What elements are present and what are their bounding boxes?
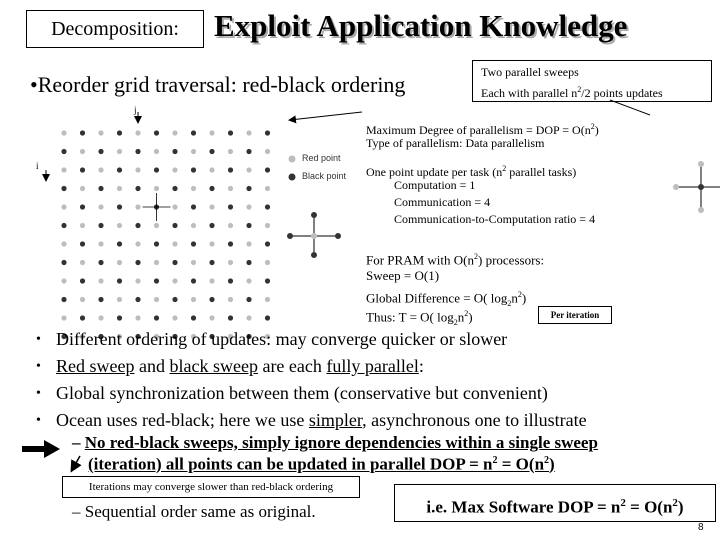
grid-red-point (209, 204, 214, 209)
grid-black-point (191, 315, 196, 320)
grid-black-point (265, 315, 270, 320)
sweep-complexity-line: Sweep = O(1) (366, 268, 440, 283)
grid-red-point (228, 260, 233, 265)
grid-black-point (228, 130, 233, 135)
grid-black-point (135, 186, 140, 191)
grid-black-point (117, 315, 122, 320)
grid-black-point (154, 278, 159, 283)
grid-red-point (80, 260, 85, 265)
stencil-left (287, 212, 341, 258)
grid-black-point (265, 204, 270, 209)
grid-black-point (98, 297, 103, 302)
ratio-line: Communication-to-Computation ratio = 4 (394, 212, 596, 226)
legend-red-label: Red point (302, 153, 341, 163)
grid-black-point (209, 186, 214, 191)
grid-red-point (228, 186, 233, 191)
grid-red-point (117, 260, 122, 265)
grid-red-point (265, 186, 270, 191)
grid-black-point (117, 204, 122, 209)
grid-black-point (209, 149, 214, 154)
parallelism-type-line: Type of parallelism: Data parallelism (366, 136, 545, 150)
grid-black-point (246, 186, 251, 191)
grid-black-point (61, 297, 66, 302)
grid-black-point (191, 278, 196, 283)
grid-black-point (191, 130, 196, 135)
grid-black-point (117, 167, 122, 172)
grid-red-point (117, 297, 122, 302)
grid-red-point (80, 149, 85, 154)
grid-red-point (209, 315, 214, 320)
grid-black-point (80, 241, 85, 246)
grid-red-point (172, 167, 177, 172)
grid-red-point (80, 297, 85, 302)
grid-red-point (61, 167, 66, 172)
grid-black-point (209, 260, 214, 265)
grid-red-point (61, 130, 66, 135)
grid-red-point (172, 278, 177, 283)
grid-red-point (246, 278, 251, 283)
grid-red-point (265, 223, 270, 228)
grid-red-point (117, 149, 122, 154)
grid-red-point (135, 241, 140, 246)
grid-black-point (98, 223, 103, 228)
grid-red-point (246, 130, 251, 135)
sequential-order-line: – Sequential order same as original. (72, 502, 316, 521)
grid-red-point (246, 241, 251, 246)
reorder-bullet: •Reorder grid traversal: red-black ordering (30, 72, 406, 97)
grid-black-point (228, 204, 233, 209)
grid-black-point (191, 241, 196, 246)
grid-red-point (98, 204, 103, 209)
grid-red-point (228, 223, 233, 228)
grid-black-point (228, 241, 233, 246)
grid-black-point (172, 223, 177, 228)
grid-black-point (172, 186, 177, 191)
grid-red-point (98, 167, 103, 172)
grid-black-point (265, 241, 270, 246)
dop-pointer-arrow (290, 112, 362, 120)
grid-black-point (117, 241, 122, 246)
grid-black-point (172, 260, 177, 265)
grid-red-point (265, 149, 270, 154)
grid-black-point (265, 130, 270, 135)
grid-red-point (209, 278, 214, 283)
i-axis-label: i (36, 161, 39, 171)
grid-red-point (209, 130, 214, 135)
grid-black-point (209, 223, 214, 228)
grid-red-point (154, 297, 159, 302)
grid-black-point (135, 149, 140, 154)
grid-red-point (135, 130, 140, 135)
arrow-right-marker (22, 440, 60, 458)
grid-red-point (98, 315, 103, 320)
bullet-list (56, 326, 587, 434)
grid-red-point (209, 241, 214, 246)
grid-black-point (246, 297, 251, 302)
bullet-3: • Global synchronization between them (conservative but convenient) (56, 380, 587, 407)
grid-red-point (154, 223, 159, 228)
grid-black-point (246, 260, 251, 265)
grid-black-point (80, 278, 85, 283)
grid-black-point (246, 149, 251, 154)
grid-red-point (191, 186, 196, 191)
grid-black-point (98, 186, 103, 191)
grid-red-point (80, 223, 85, 228)
grid-black-point (80, 130, 85, 135)
stencil-right (673, 161, 720, 213)
grid-black-point (154, 241, 159, 246)
grid-black-point (172, 297, 177, 302)
grid-red-point (172, 315, 177, 320)
grid-red-point (98, 241, 103, 246)
sweeps-line2: Each with parallel $n^2/2$ points updates (481, 85, 663, 100)
legend-black-label: Black point (302, 171, 347, 181)
grid-red-point (172, 204, 177, 209)
grid-red-point (135, 315, 140, 320)
grid-black-point (154, 315, 159, 320)
sub-bullet-no-redblack: – No red-black sweeps, simply ignore dependencies within a single sweep (iteration) all points can be updated in parallel DOP = $n^2 = O(n^2)$ (72, 433, 598, 474)
computation-line: Computation = 1 (394, 178, 476, 192)
legend-red-dot (289, 156, 296, 163)
grid-red-point (228, 149, 233, 154)
grid-red-point (61, 204, 66, 209)
grid-black-point (246, 223, 251, 228)
grid-red-point (135, 167, 140, 172)
slide-title: Exploit Application Knowledge (214, 8, 628, 43)
total-time-line: Thus: T = O( $\log_2n^2$) (366, 309, 473, 327)
grid-black-point (80, 204, 85, 209)
grid-red-point (191, 297, 196, 302)
legend-black-dot (289, 174, 296, 181)
grid-black-point (135, 297, 140, 302)
grid-black-point (172, 149, 177, 154)
grid-black-point (117, 130, 122, 135)
grid-black-point (135, 260, 140, 265)
grid-red-point (154, 260, 159, 265)
grid-red-point (135, 204, 140, 209)
task-line: One point update per task ($n^2$ parallel tasks) (366, 164, 577, 179)
grid-red-point (154, 149, 159, 154)
grid-black-point (61, 260, 66, 265)
bullet-2: • Red sweep and black sweep are each fully parallel: (56, 353, 587, 380)
grid-red-point (98, 130, 103, 135)
red-black-grid (61, 130, 270, 339)
grid-red-point (246, 204, 251, 209)
grid-black-point (154, 130, 159, 135)
grid-red-point (135, 278, 140, 283)
grid-red-point (191, 149, 196, 154)
grid-red-point (228, 297, 233, 302)
grid-black-point (154, 167, 159, 172)
grid-black-point (265, 278, 270, 283)
grid-red-point (80, 186, 85, 191)
grid-black-point (61, 186, 66, 191)
max-software-dop-box: i.e. Max Software DOP = $n^2 = O(n^2)$ (394, 484, 716, 522)
pram-line: For PRAM with $O(n^2)$ processors: (366, 252, 545, 268)
grid-red-point (117, 186, 122, 191)
grid-black-point (98, 149, 103, 154)
grid-black-point (117, 278, 122, 283)
grid-black-point (228, 278, 233, 283)
grid-red-point (191, 260, 196, 265)
grid-black-point (228, 167, 233, 172)
grid-black-point (135, 223, 140, 228)
grid-red-point (265, 260, 270, 265)
bullet-1: • Different ordering of updates: may converge quicker or slower (56, 326, 587, 353)
grid-red-point (265, 297, 270, 302)
grid-black-point (191, 167, 196, 172)
j-axis-label: j (134, 105, 137, 115)
grid-black-point (61, 223, 66, 228)
grid-black-point (80, 315, 85, 320)
grid-red-point (246, 167, 251, 172)
page-number: 8 (698, 522, 704, 533)
sweeps-pointer-line (610, 100, 650, 115)
grid-red-point (209, 167, 214, 172)
global-difference-line: Global Difference = O( $\log_2n^2$) (366, 290, 527, 308)
grid-black-point (228, 315, 233, 320)
grid-red-point (98, 278, 103, 283)
grid-black-point (61, 149, 66, 154)
sweeps-line1: Two parallel sweeps (481, 65, 579, 79)
dop-line: Maximum Degree of parallelism = DOP = $O(n^2)$ (366, 122, 599, 137)
grid-black-point (80, 167, 85, 172)
grid-black-point (265, 167, 270, 172)
grid-black-point (191, 204, 196, 209)
grid-red-point (154, 186, 159, 191)
grid-red-point (172, 130, 177, 135)
grid-red-point (246, 315, 251, 320)
iterations-note-box: Iterations may converge slower than red-black ordering (62, 476, 360, 498)
grid-red-point (61, 241, 66, 246)
grid-black-point (209, 297, 214, 302)
grid-red-point (117, 223, 122, 228)
grid-red-point (191, 223, 196, 228)
grid-red-point (172, 241, 177, 246)
grid-red-point (61, 315, 66, 320)
communication-line: Communication = 4 (394, 195, 491, 209)
bullet-4: • Ocean uses red-black; here we use simpler, asynchronous one to illustrate (56, 407, 587, 434)
grid-red-point (61, 278, 66, 283)
per-iteration-box: Per iteration (538, 306, 612, 324)
grid-black-point (98, 260, 103, 265)
decomposition-label: Decomposition: (26, 10, 204, 48)
